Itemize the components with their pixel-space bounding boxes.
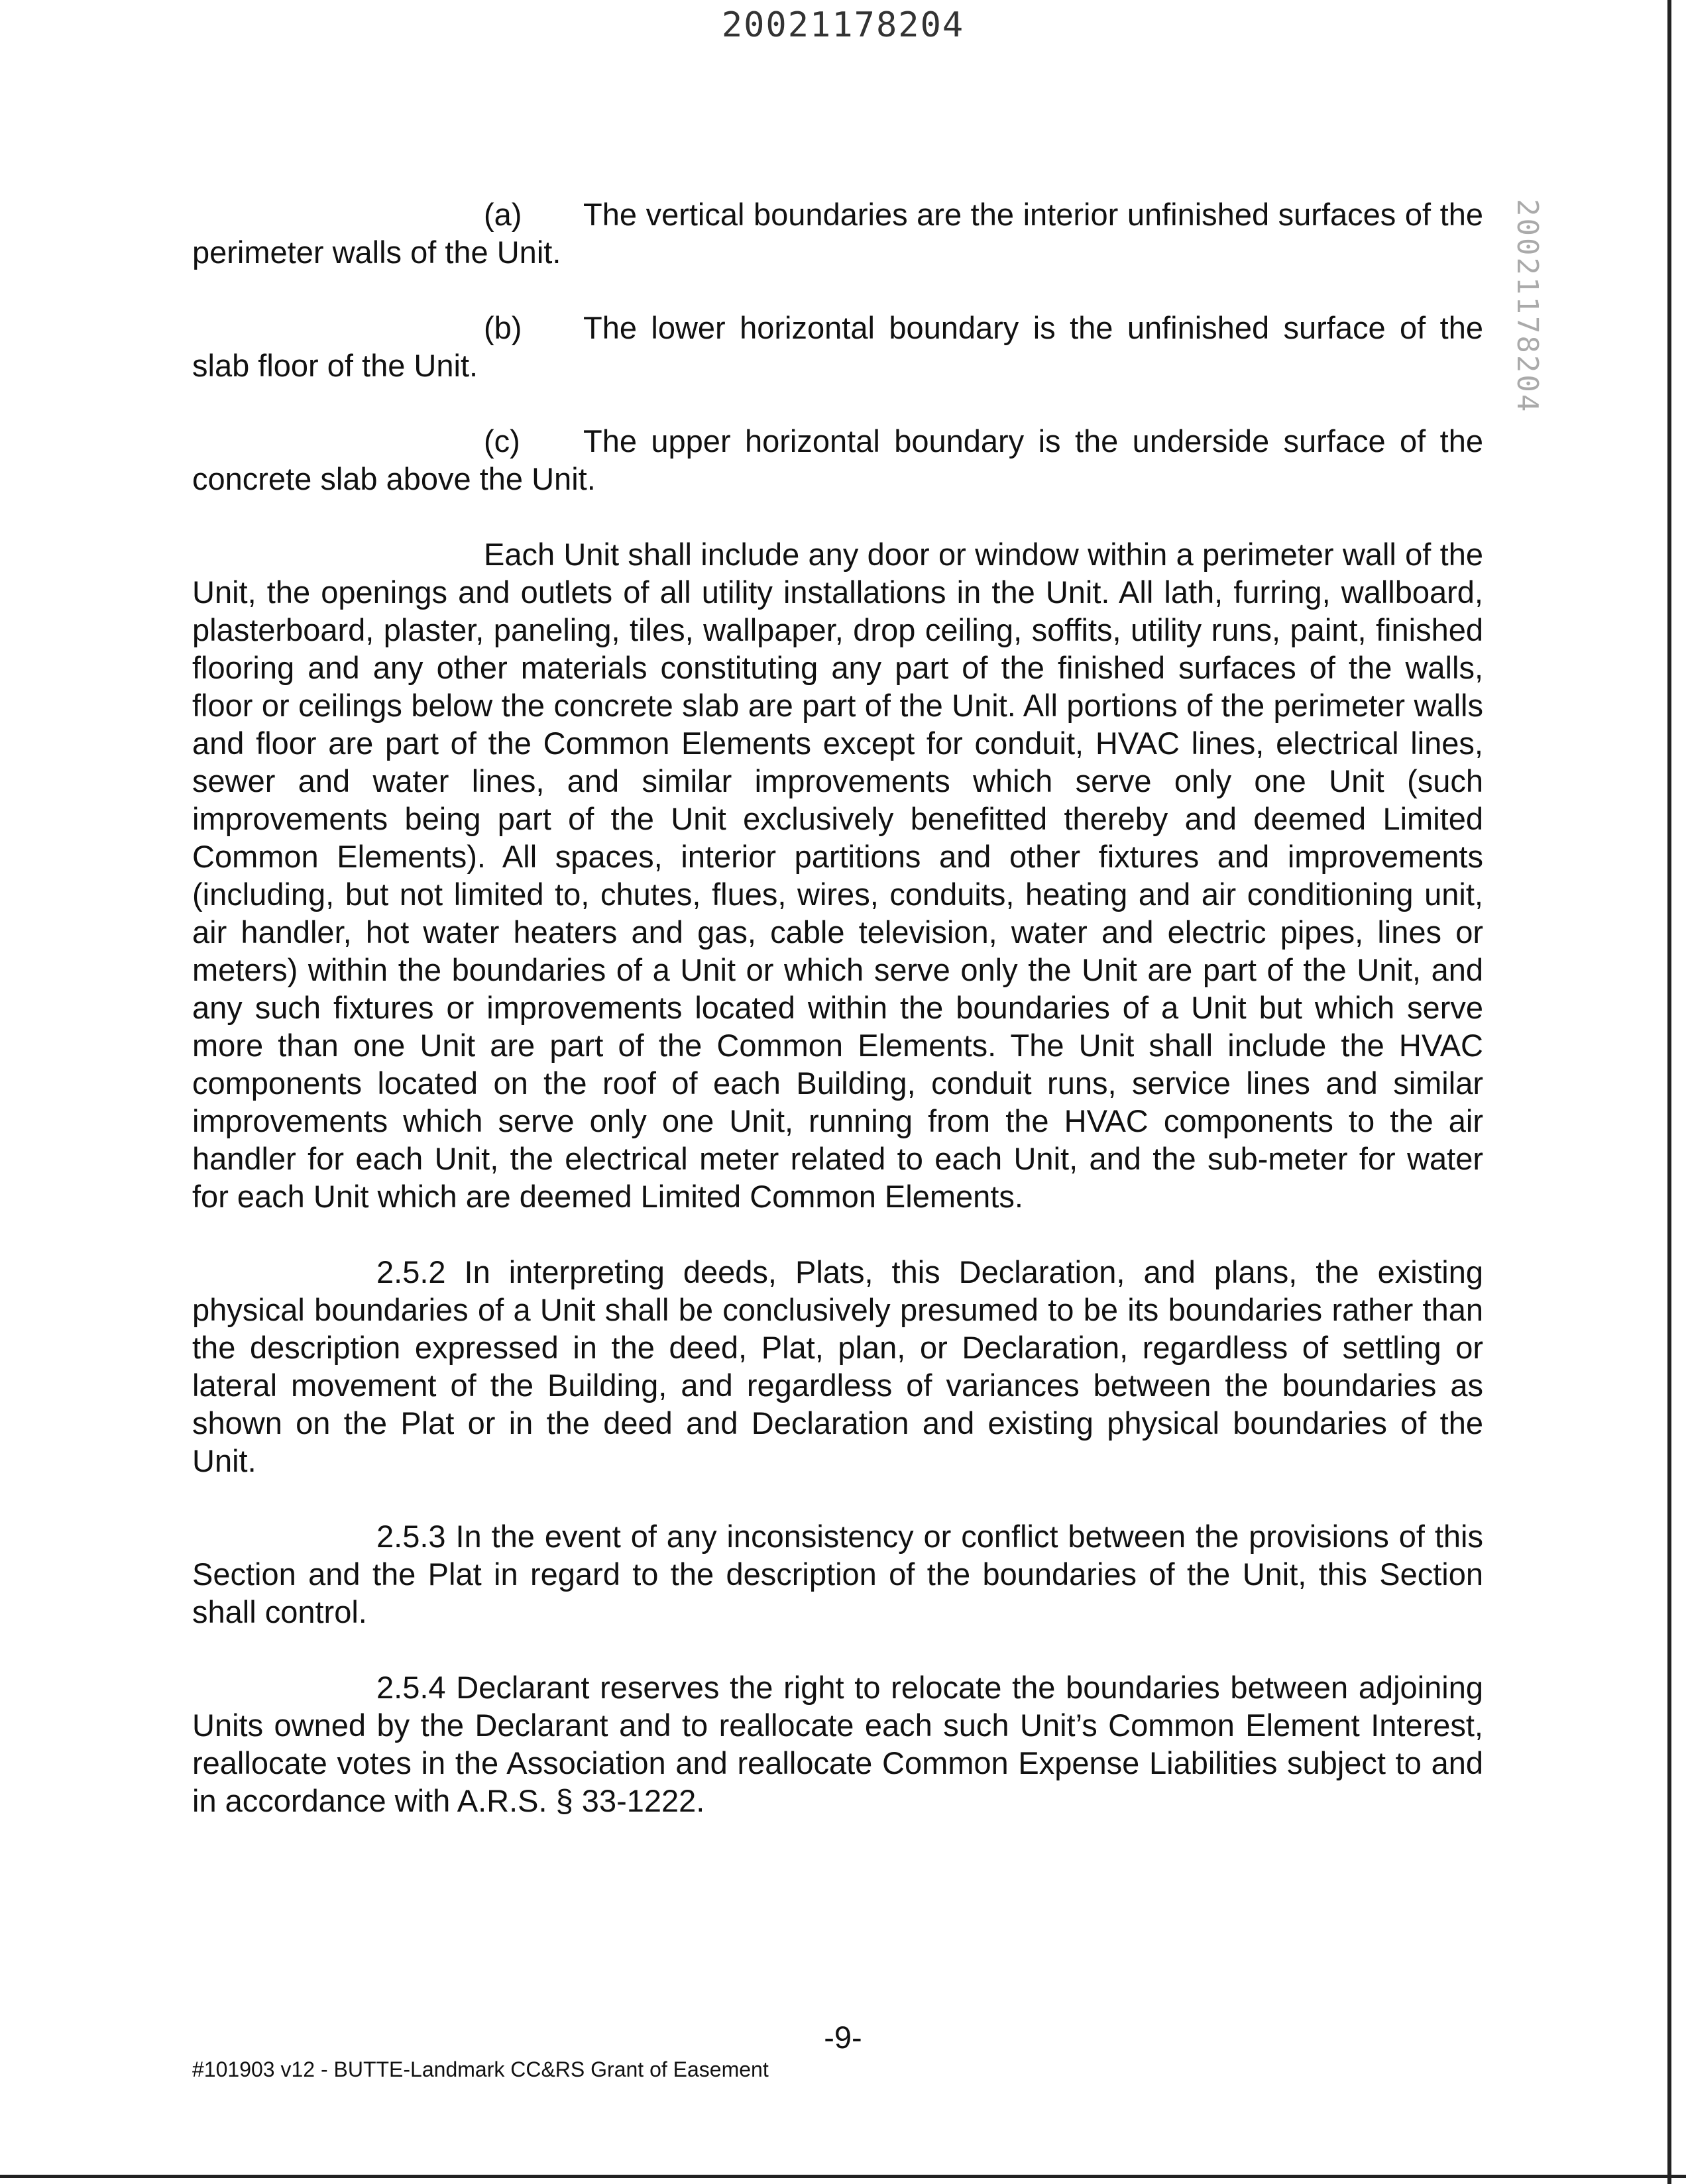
section-number: 2.5.3: [376, 1519, 446, 1554]
page-number: -9-: [824, 2020, 862, 2055]
footer-document-id: #101903 v12 - BUTTE-Landmark CC&RS Grant of Easement: [192, 2057, 769, 2081]
section-number: 2.5.2: [376, 1254, 446, 1289]
section-2-5-2: [192, 1253, 1483, 1480]
section-number: 2.5.4: [376, 1670, 446, 1705]
subsection-label: (c): [484, 423, 520, 459]
subsection-a: [192, 195, 1483, 271]
right-scan-border: [1667, 0, 1671, 2184]
subsection-text: The upper horizontal boundary is the underside surface of the concrete slab above the Unit.: [192, 423, 1483, 496]
side-recording-stamp: 20021178204: [1510, 199, 1544, 414]
subsection-label: (b): [484, 310, 522, 345]
bottom-scan-border: [0, 2175, 1686, 2178]
subsection-b: [192, 309, 1483, 384]
unit-definition-paragraph: Each Unit shall include any door or window within a perimeter wall of the Unit, the openings and outlets of all utility installations in the Unit. All lath, furring, wallboard, plasterboard, plaster, paneling, tiles, wallpaper, drop ceiling, soffits, utility runs, paint, finished flooring and any other materials constituting any part of the finished surfaces of the walls, floor or ceilings below the concrete slab are part of the Unit. All portions of the perimeter walls and floor are part of the Common Elements except for conduit, HVAC lines, electrical lines, sewer and water lines, and similar improvements which serve only one Unit (such improvements being part of the Unit exclusively benefitted thereby and deemed Limited Common Elements). All spaces, interior partitions and other fixtures and improvements (including, but not limited to, chutes, flues, wires, conduits, heating and air conditioning unit, air handler, hot water heaters and gas, cable television, water and electric pipes, lines or meters) within the boundaries of a Unit or which serve only the Unit are part of the Unit, and any such fixtures or improvements located within the boundaries of a Unit but which serve more than one Unit are part of the Common Elements. The Unit shall include the HVAC components located on the roof of each Building, conduit runs, service lines and similar improvements which serve only one Unit, running from the HVAC components to the air handler for each Unit, the electrical meter related to each Unit, and the sub-meter for water for each Unit which are deemed Limited Common Elements.: [192, 537, 1483, 1214]
subsection-text: The vertical boundaries are the interior unfinished surfaces of the perimeter walls of the Unit.: [192, 197, 1483, 270]
section-text: Declarant reserves the right to relocate the boundaries between adjoining Units owned by the Declarant and to reallocate each such Unit’s Common Element Interest, reallocate votes in the Association and reallocate Common Expense Liabilities subject to and in accordance with A.R.S. § 33-1222.: [192, 1670, 1483, 1818]
document-body: [192, 195, 1483, 1857]
document-number: 20021178204: [721, 5, 965, 45]
section-2-5-4: [192, 1668, 1483, 1820]
section-text: In the event of any inconsistency or conflict between the provisions of this Section and the Plat in regard to the description of the boundaries of the Unit, this Section shall control.: [192, 1519, 1484, 1629]
subsection-label: (a): [484, 197, 522, 232]
section-2-5-3: [192, 1517, 1483, 1631]
section-text: In interpreting deeds, Plats, this Declaration, and plans, the existing physical boundaries of a Unit shall be conclusively presumed to be its boundaries rather than the description expressed in the deed, Plat, plan, or Declaration, regardless of settling or lateral movement of the Building, and regardless of variances between the boundaries as shown on the Plat or in the deed and Declaration and existing physical boundaries of the Unit.: [192, 1254, 1483, 1478]
subsection-text: The lower horizontal boundary is the unfinished surface of the slab floor of the Unit.: [192, 310, 1483, 383]
subsection-c: [192, 422, 1483, 498]
